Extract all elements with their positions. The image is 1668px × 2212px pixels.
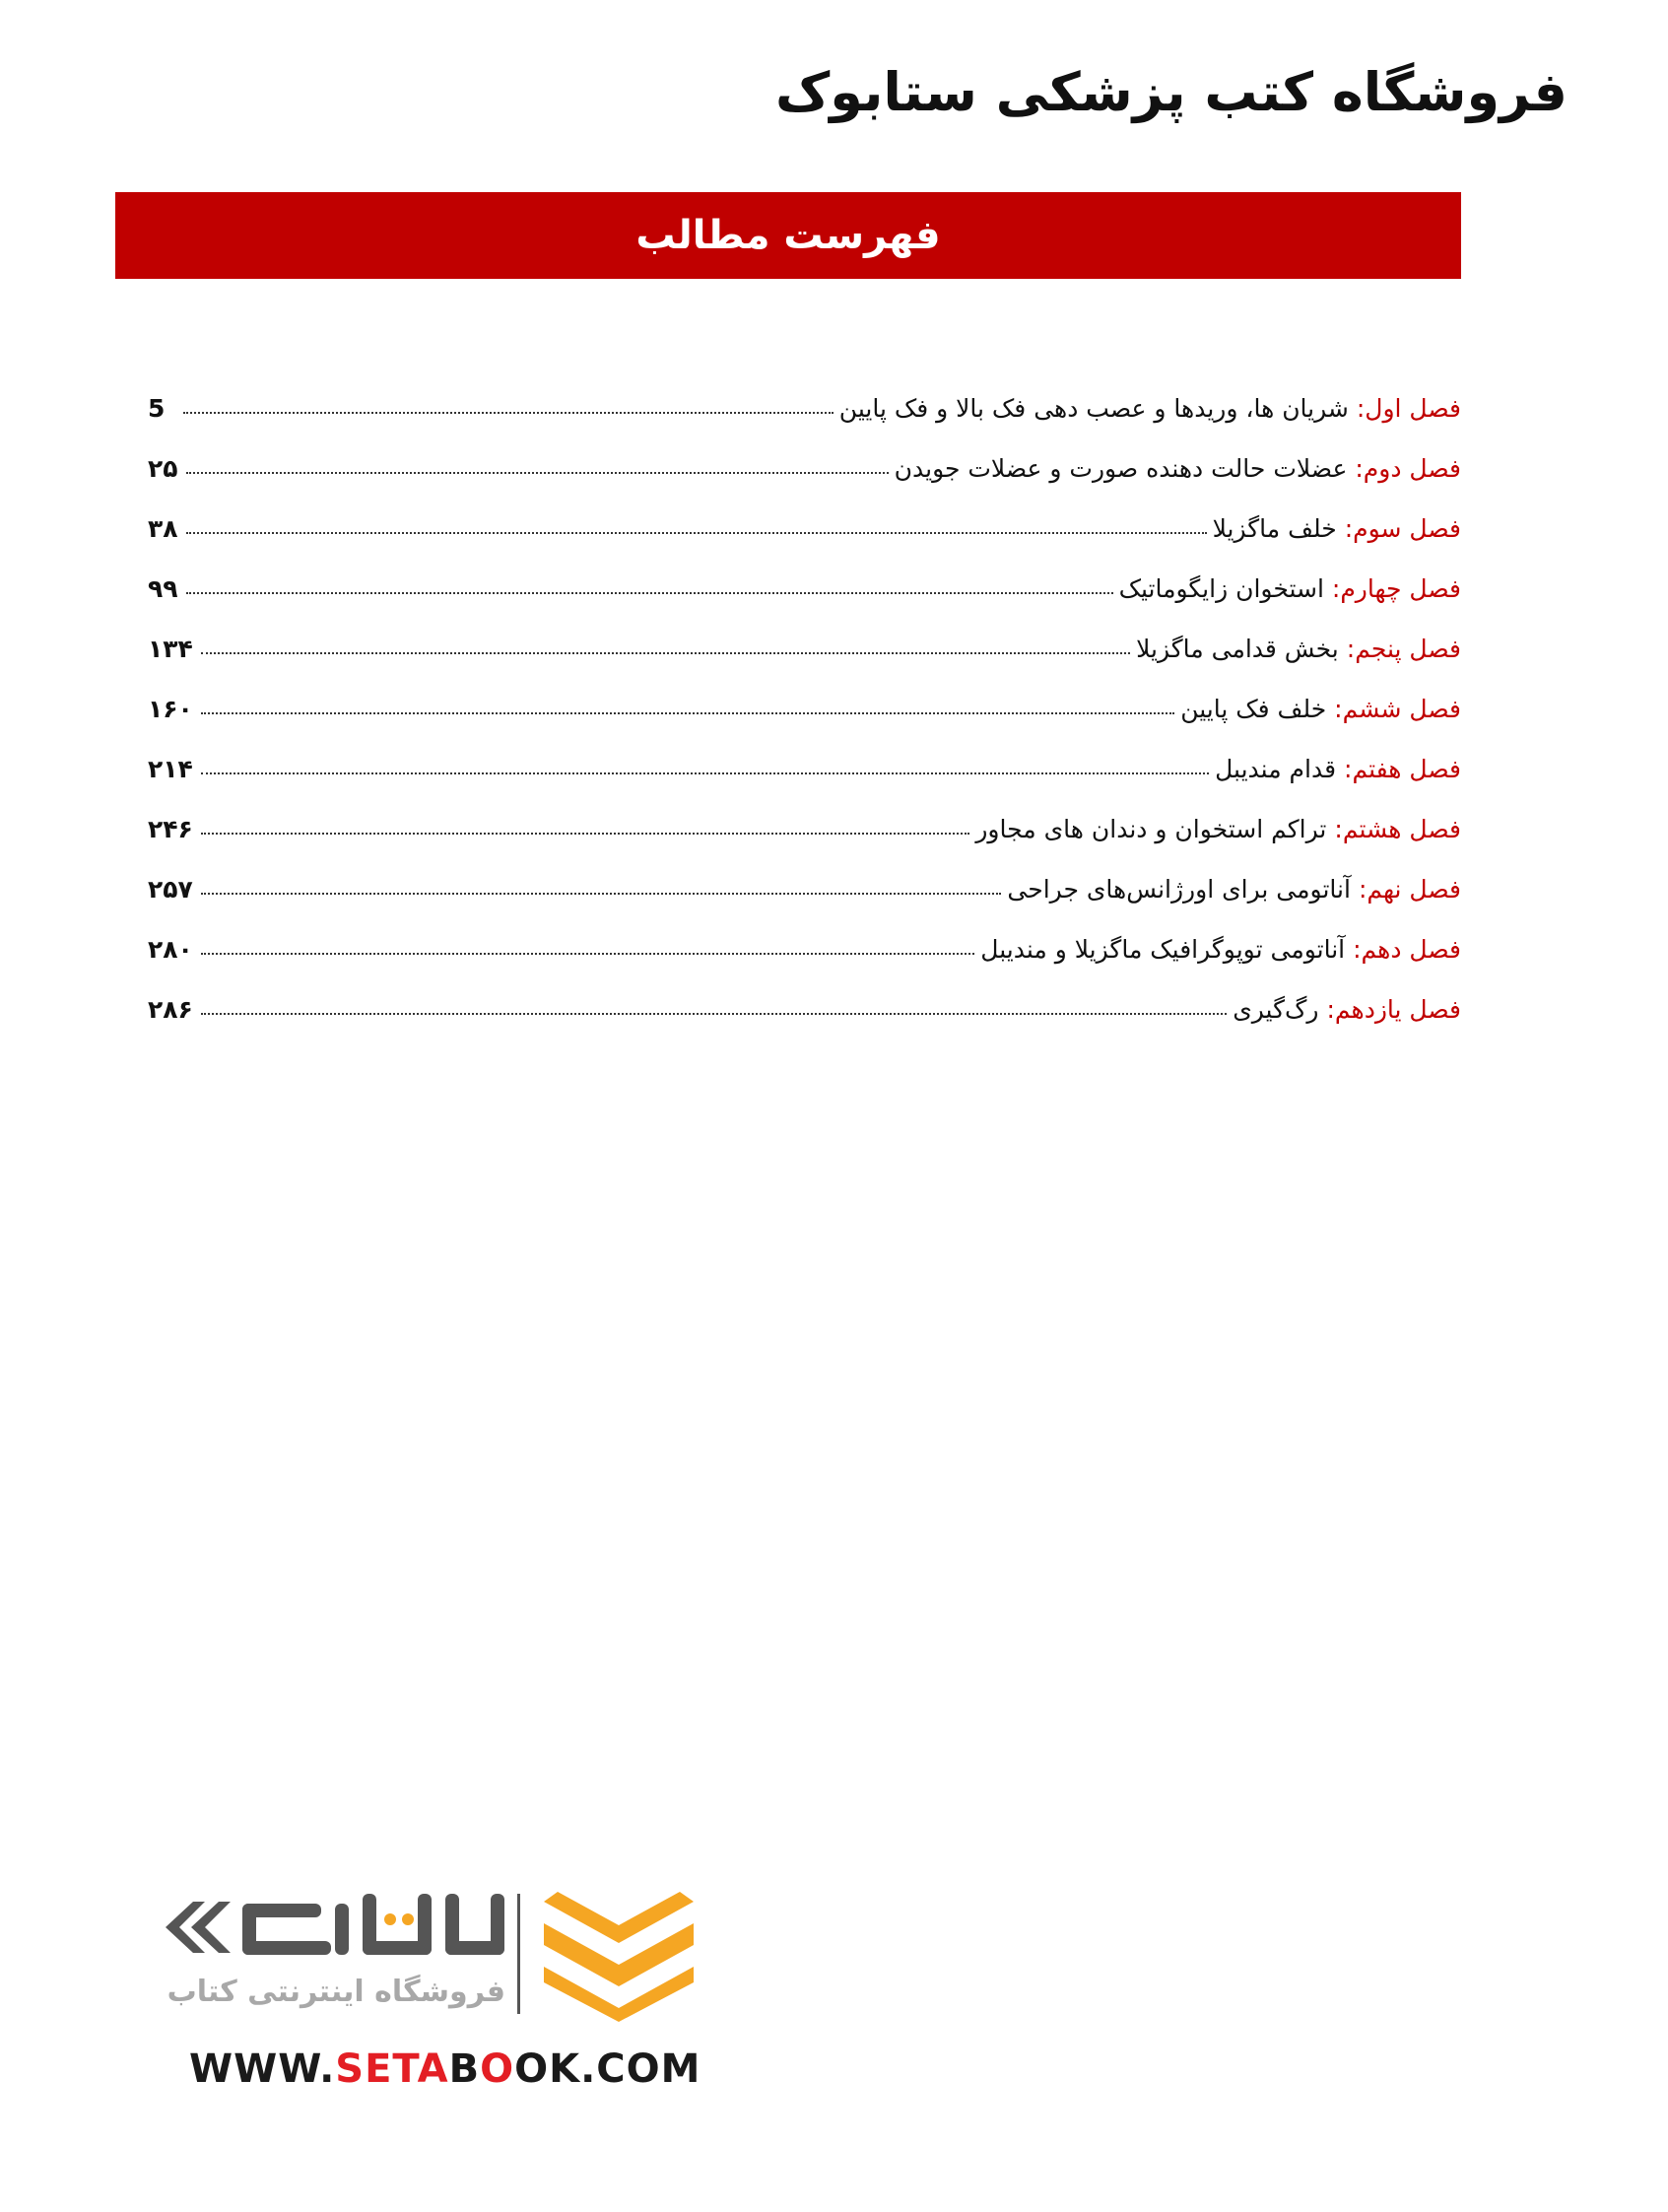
toc-page-number: 5 [148, 394, 166, 423]
logo-divider [517, 1894, 520, 2014]
book-chevron-icon [540, 1884, 698, 2022]
dot-leader [201, 893, 1002, 895]
toc-chapter-label: فصل دوم: [1355, 454, 1461, 483]
toc-chapter-name: خلف فک پایین [1180, 695, 1327, 723]
toc-entry [839, 394, 1461, 423]
toc-chapter-name: خلف ماگزیلا [1212, 514, 1337, 543]
dot-leader [186, 592, 1113, 594]
toc-chapter-label: فصل دهم: [1353, 935, 1461, 964]
dot-leader [186, 532, 1207, 534]
logo-tagline: فروشگاه اینترنتی کتاب [167, 1975, 505, 2009]
toc-row[interactable] [148, 859, 1461, 919]
toc-row[interactable] [148, 799, 1461, 859]
toc-page-number: ۲۱۴ [148, 755, 193, 783]
toc-list [148, 378, 1461, 1039]
toc-row[interactable] [148, 919, 1461, 979]
toc-title: فهرست مطالب [635, 213, 941, 258]
toc-page-number: ۳۸ [148, 514, 178, 543]
url-highlight: O [480, 2046, 515, 2092]
toc-row[interactable] [148, 559, 1461, 619]
toc-row[interactable] [148, 979, 1461, 1039]
store-title: فروشگاه کتب پزشکی ستابوک [774, 61, 1568, 123]
toc-chapter-label: فصل هشتم: [1334, 815, 1461, 843]
toc-page-number: ۱۳۴ [148, 635, 193, 663]
toc-row[interactable] [148, 499, 1461, 559]
url-middle: B [448, 2046, 481, 2092]
toc-chapter-label: فصل نهم: [1358, 875, 1461, 904]
toc-chapter-name: عضلات حالت دهنده صورت و عضلات جویدن [894, 454, 1348, 483]
toc-chapter-name: آناتومی برای اورژانس‌های جراحی [1007, 875, 1351, 904]
toc-row[interactable] [148, 739, 1461, 799]
setabook-wordmark-icon [166, 1884, 505, 1971]
toc-chapter-name: قدام مندیبل [1215, 755, 1337, 783]
toc-chapter-name: بخش قدامی ماگزیلا [1136, 635, 1339, 663]
url-prefix: WWW. [189, 2046, 336, 2092]
toc-entry [1136, 635, 1461, 663]
toc-chapter-name: شریان ها، وریدها و عصب دهی فک بالا و فک پایین [838, 394, 1349, 423]
toc-entry [1233, 995, 1461, 1024]
toc-page-number: ۲۸۶ [148, 995, 193, 1024]
toc-row[interactable] [148, 679, 1461, 739]
dot-leader [201, 712, 1174, 714]
toc-entry [1213, 514, 1461, 543]
toc-entry [975, 815, 1461, 843]
toc-chapter-label: فصل سوم: [1344, 514, 1461, 543]
toc-page-number: ۲۸۰ [148, 935, 193, 964]
toc-entry [1180, 695, 1461, 723]
toc-entry [1119, 574, 1461, 603]
dot-leader [183, 412, 834, 414]
toc-chapter-label: فصل پنجم: [1346, 635, 1461, 663]
dot-leader [201, 953, 975, 955]
toc-chapter-name: استخوان زایگوماتیک [1118, 574, 1324, 603]
toc-chapter-name: تراکم استخوان و دندان های مجاور [975, 815, 1327, 843]
url-highlight: SETA [335, 2046, 449, 2092]
toc-entry [980, 935, 1461, 964]
toc-chapter-label: فصل اول: [1356, 394, 1461, 423]
dot-leader [201, 833, 970, 835]
toc-banner [115, 192, 1461, 279]
toc-page-number: ۱۶۰ [148, 695, 193, 723]
toc-chapter-label: فصل چهارم: [1331, 574, 1461, 603]
toc-chapter-name: آناتومی توپوگرافیک ماگزیلا و مندیبل [980, 935, 1346, 964]
toc-entry [1215, 755, 1461, 783]
toc-page-number: ۲۵ [148, 454, 178, 483]
toc-entry [895, 454, 1461, 483]
toc-chapter-label: فصل هفتم: [1344, 755, 1461, 783]
dot-leader [201, 652, 1130, 654]
toc-row[interactable] [148, 438, 1461, 499]
dot-leader [186, 472, 889, 474]
dot-leader [201, 1013, 1227, 1015]
toc-page-number: ۲۴۶ [148, 815, 193, 843]
toc-row[interactable] [148, 378, 1461, 438]
toc-row[interactable] [148, 619, 1461, 679]
toc-entry [1007, 875, 1461, 904]
dot-leader [201, 772, 1209, 774]
toc-page-number: ۲۵۷ [148, 875, 193, 904]
toc-chapter-label: فصل ششم: [1334, 695, 1461, 723]
toc-chapter-name: رگ‌گیری [1233, 995, 1319, 1024]
website-url[interactable] [189, 2046, 701, 2092]
url-suffix: OK.COM [514, 2046, 701, 2092]
toc-chapter-label: فصل یازدهم: [1326, 995, 1461, 1024]
toc-page-number: ۹۹ [148, 574, 178, 603]
setabook-logo[interactable] [166, 1884, 717, 2101]
